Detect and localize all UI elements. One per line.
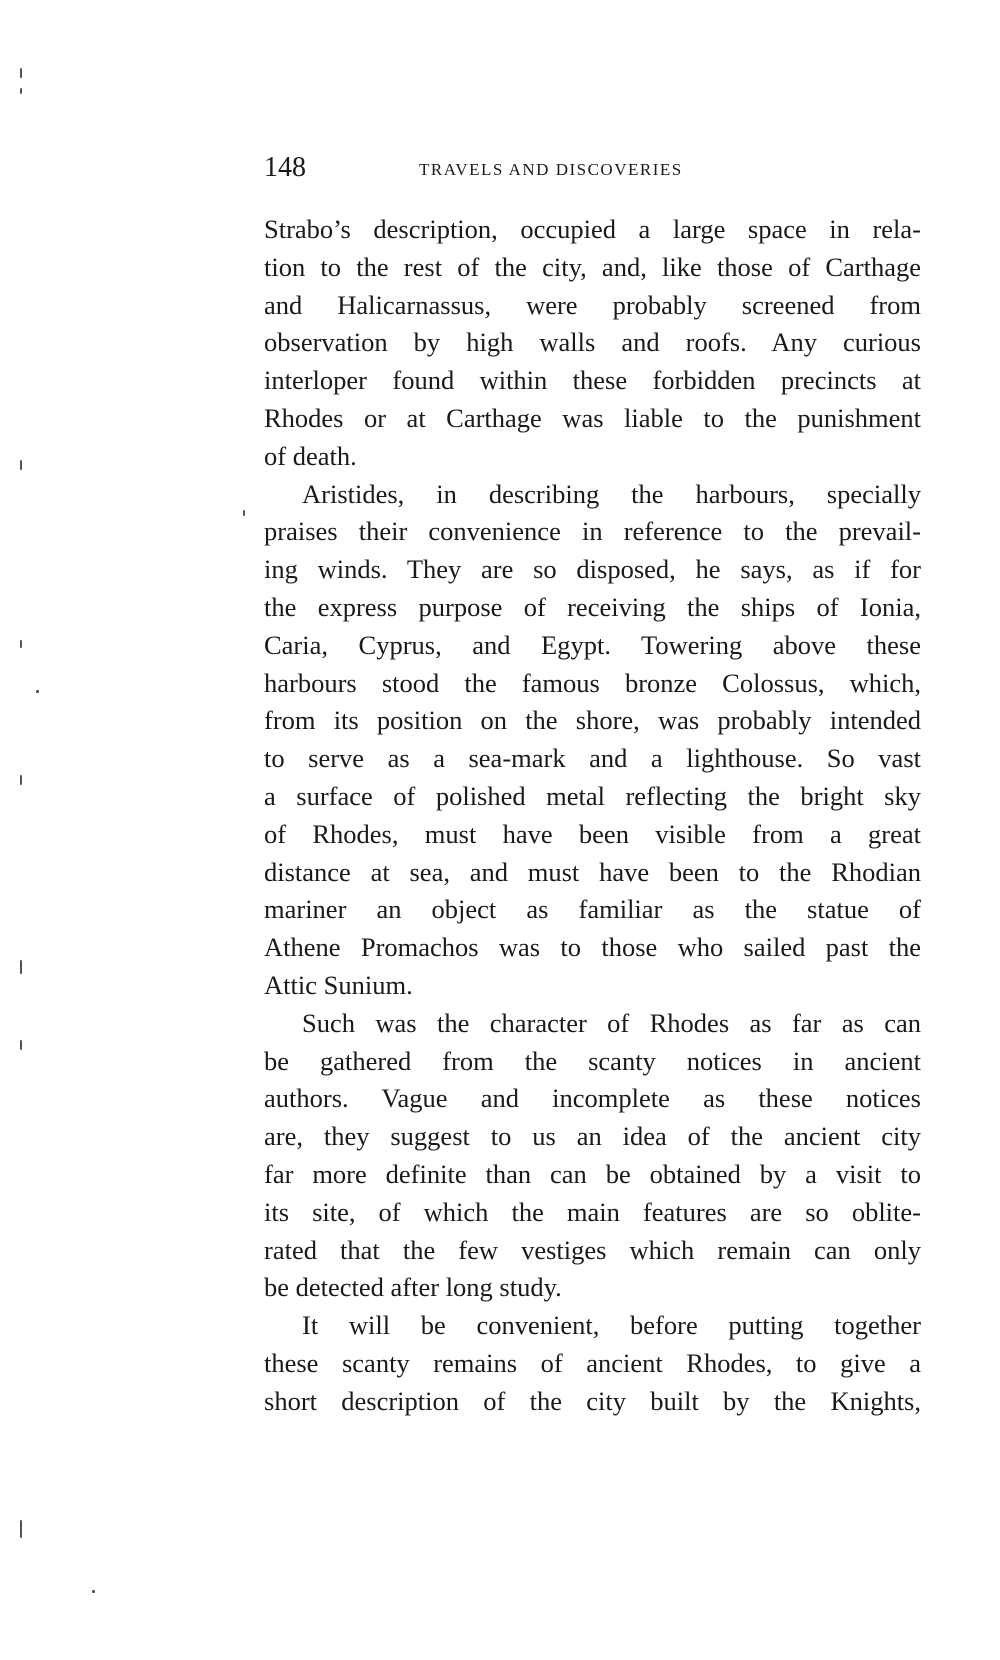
scan-speck (20, 1040, 22, 1050)
text-line: its site, of which the main features are so oblite- (264, 1196, 921, 1227)
text-line: be gathered from the scanty notices in ancient (264, 1045, 921, 1076)
text-line: Attic Sunium. (264, 969, 413, 1000)
page-header (264, 148, 921, 188)
text-line: a surface of polished metal reflecting the bright sky (264, 780, 921, 811)
text-line: short description of the city built by the Knights, (264, 1385, 921, 1416)
scan-speck (20, 88, 22, 94)
scan-speck (20, 960, 22, 974)
text-line: Strabo’s description, occupied a large space in rela- (264, 214, 921, 244)
scan-speck (20, 460, 22, 470)
scan-speck (92, 1590, 95, 1593)
text-line: far more definite than can be obtained by a visit to (264, 1158, 921, 1189)
scan-speck (20, 775, 22, 785)
scan-speck (36, 690, 39, 693)
text-line: from its position on the shore, was probably intended (264, 705, 921, 736)
body-text (264, 211, 921, 1421)
text-line: be detected after long study. (264, 1272, 562, 1303)
text-line: authors. Vague and incomplete as these notices (264, 1083, 921, 1114)
text-line: are, they suggest to us an idea of the ancient city (264, 1121, 921, 1152)
text-line: of death. (264, 440, 357, 471)
text-line: to serve as a sea-mark and a lighthouse. So vast (264, 743, 921, 774)
text-line: harbours stood the famous bronze Colossus, which, (264, 667, 921, 698)
page-number: 148 (264, 152, 306, 183)
text-line: praises their convenience in reference to the prevail- (264, 516, 921, 547)
scan-speck (20, 640, 22, 648)
text-line: and Halicarnassus, were probably screened from (264, 289, 921, 320)
text-line: of Rhodes, must have been visible from a great (264, 818, 921, 849)
text-line: Athene Promachos was to those who sailed past the (264, 932, 921, 963)
text-line: these scanty remains of ancient Rhodes, to give a (264, 1347, 921, 1378)
text-line: distance at sea, and must have been to the Rhodian (264, 856, 921, 887)
text-line: rated that the few vestiges which remain can only (264, 1234, 921, 1265)
text-line: ing winds. They are so disposed, he says, as if for (264, 554, 921, 585)
text-line: observation by high walls and roofs. Any curious (264, 327, 921, 358)
running-head: TRAVELS AND DISCOVERIES (419, 160, 683, 179)
text-line: Caria, Cyprus, and Egypt. Towering above these (264, 629, 921, 660)
scan-speck (20, 68, 22, 78)
scan-speck (243, 510, 245, 516)
text-line: interloper found within these forbidden precincts at (264, 365, 921, 396)
text-line: It will be convenient, before putting together (302, 1310, 921, 1341)
text-line: Such was the character of Rhodes as far as can (302, 1007, 921, 1038)
text-line: mariner an object as familiar as the statue of (264, 894, 921, 925)
text-line: Aristides, in describing the harbours, specially (302, 478, 921, 509)
text-line: tion to the rest of the city, and, like those of Carthage (264, 251, 921, 282)
text-line: Rhodes or at Carthage was liable to the punishment (264, 402, 921, 433)
scan-speck (20, 1520, 22, 1538)
text-line: the express purpose of receiving the ships of Ionia, (264, 591, 921, 622)
